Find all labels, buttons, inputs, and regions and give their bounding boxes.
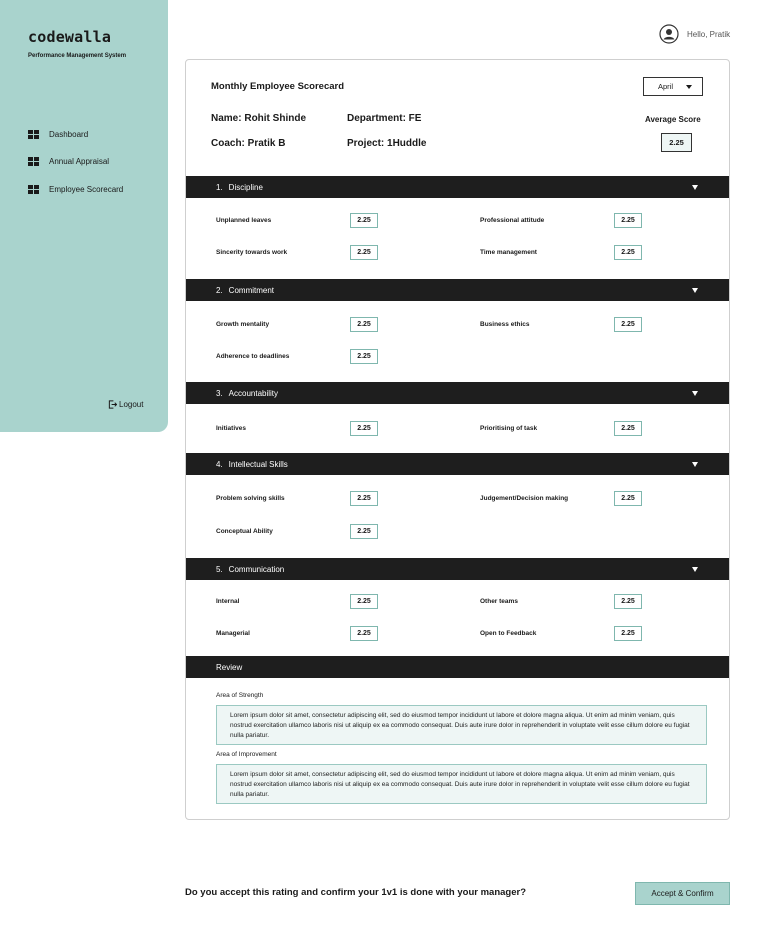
average-score-label: Average Score — [645, 115, 701, 124]
metric-label: Internal — [216, 598, 240, 605]
section-title: Review — [216, 662, 243, 672]
section-number: 4. — [216, 459, 223, 469]
chevron-down-icon — [692, 185, 698, 190]
sidebar-item-employee-scorecard[interactable] — [28, 185, 123, 194]
grid-icon — [28, 185, 39, 194]
metric-label: Open to Feedback — [480, 630, 537, 637]
user-avatar-icon — [659, 24, 679, 44]
metric-label: Prioritising of task — [480, 425, 538, 432]
section-title: Commitment — [228, 285, 275, 295]
score-input[interactable]: 2.25 — [350, 491, 378, 506]
metric-label: Adherence to deadlines — [216, 353, 290, 360]
accept-confirm-button[interactable]: Accept & Confirm — [635, 882, 730, 905]
score-input[interactable]: 2.25 — [614, 626, 642, 641]
metric-label: Sincerity towards work — [216, 249, 288, 256]
sidebar-item-dashboard[interactable] — [28, 130, 88, 139]
sidebar-item-label: Dashboard — [49, 130, 89, 139]
metric-label: Initiatives — [216, 425, 246, 432]
department: Department: FE — [347, 113, 422, 124]
section-number: 5. — [216, 564, 223, 574]
section-commitment[interactable] — [186, 279, 730, 301]
section-title: Intellectual Skills — [228, 459, 288, 469]
chevron-down-icon — [686, 85, 692, 89]
confirm-question: Do you accept this rating and confirm your 1v1 is done with your manager? — [185, 887, 527, 898]
sidebar-item-label: Annual Appraisal — [49, 157, 110, 166]
section-number: 3. — [216, 388, 223, 398]
section-discipline[interactable] — [186, 176, 730, 198]
section-title: Discipline — [228, 182, 263, 192]
section-communication[interactable] — [186, 558, 730, 580]
coach: Coach: Pratik B — [211, 138, 286, 149]
month-select[interactable] — [643, 77, 703, 96]
metric-label: Judgement/Decision making — [480, 495, 569, 502]
metric-label: Problem solving skills — [216, 495, 285, 502]
grid-icon — [28, 130, 39, 139]
section-number: 2. — [216, 285, 223, 295]
page-title: Monthly Employee Scorecard — [211, 81, 345, 92]
score-input[interactable]: 2.25 — [350, 349, 378, 364]
score-input[interactable]: 2.25 — [614, 317, 642, 332]
metric-label: Managerial — [216, 630, 250, 637]
score-input[interactable]: 2.25 — [350, 524, 378, 539]
metric-label: Business ethics — [480, 321, 530, 328]
section-review — [186, 656, 730, 678]
logout-icon — [108, 400, 117, 409]
employee-name: Name: Rohit Shinde — [211, 113, 307, 124]
scorecard-card — [185, 59, 730, 820]
sidebar — [0, 0, 168, 432]
metric-label: Unplanned leaves — [216, 217, 272, 224]
improvement-textarea[interactable]: Lorem ipsum dolor sit amet, consectetur adipiscing elit, sed do eiusmod tempor incididunt ut labore et dolore magna aliqua. Ut enim ad minim veniam, quis nostrud exercitation ullamco laboris nisi ut aliquip ex ea commodo consequat. Duis aute irure dolor in reprehenderit in voluptate velit esse cillum dolore eu fugiat nulla pariatur. — [216, 764, 707, 804]
section-intellectual-skills[interactable] — [186, 453, 730, 475]
score-input[interactable]: 2.25 — [614, 245, 642, 260]
strength-label: Area of Strength — [216, 692, 264, 699]
strength-textarea[interactable]: Lorem ipsum dolor sit amet, consectetur adipiscing elit, sed do eiusmod tempor incididunt ut labore et dolore magna aliqua. Ut enim ad minim veniam, quis nostrud exercitation ullamco laboris nisi ut aliquip ex ea commodo consequat. Duis aute irure dolor in reprehenderit in voluptate velit esse cillum dolore eu fugiat nulla pariatur. — [216, 705, 707, 745]
improvement-label: Area of Improvement — [216, 751, 277, 758]
score-input[interactable]: 2.25 — [350, 213, 378, 228]
greeting: Hello, Pratik — [687, 29, 731, 39]
score-input[interactable]: 2.25 — [614, 421, 642, 436]
project: Project: 1Huddle — [347, 138, 427, 149]
score-input[interactable]: 2.25 — [350, 245, 378, 260]
score-input[interactable]: 2.25 — [350, 626, 378, 641]
score-input[interactable]: 2.25 — [350, 594, 378, 609]
score-input[interactable]: 2.25 — [614, 213, 642, 228]
chevron-down-icon — [692, 391, 698, 396]
metric-label: Time management — [480, 249, 537, 256]
section-title: Accountability — [228, 388, 279, 398]
month-value: April — [658, 82, 674, 91]
score-input[interactable]: 2.25 — [614, 594, 642, 609]
section-title: Communication — [228, 564, 285, 574]
score-input[interactable]: 2.25 — [350, 317, 378, 332]
tagline: Performance Management System — [28, 53, 127, 59]
logout-button[interactable] — [108, 400, 143, 409]
score-input[interactable]: 2.25 — [350, 421, 378, 436]
metric-label: Other teams — [480, 598, 518, 605]
sidebar-item-label: Employee Scorecard — [49, 185, 124, 194]
metric-label: Growth mentality — [216, 321, 270, 328]
logo: codewalla — [28, 28, 112, 46]
metric-label: Conceptual Ability — [216, 528, 273, 535]
user-menu[interactable] — [659, 24, 730, 44]
section-accountability[interactable] — [186, 382, 730, 404]
metric-label: Professional attitude — [480, 217, 545, 224]
score-input[interactable]: 2.25 — [614, 491, 642, 506]
sidebar-item-annual-appraisal[interactable] — [28, 157, 109, 166]
chevron-down-icon — [692, 288, 698, 293]
section-number: 1. — [216, 182, 223, 192]
grid-icon — [28, 157, 39, 166]
average-score-value: 2.25 — [661, 133, 692, 152]
chevron-down-icon — [692, 462, 698, 467]
logout-label: Logout — [119, 400, 144, 409]
chevron-down-icon — [692, 567, 698, 572]
